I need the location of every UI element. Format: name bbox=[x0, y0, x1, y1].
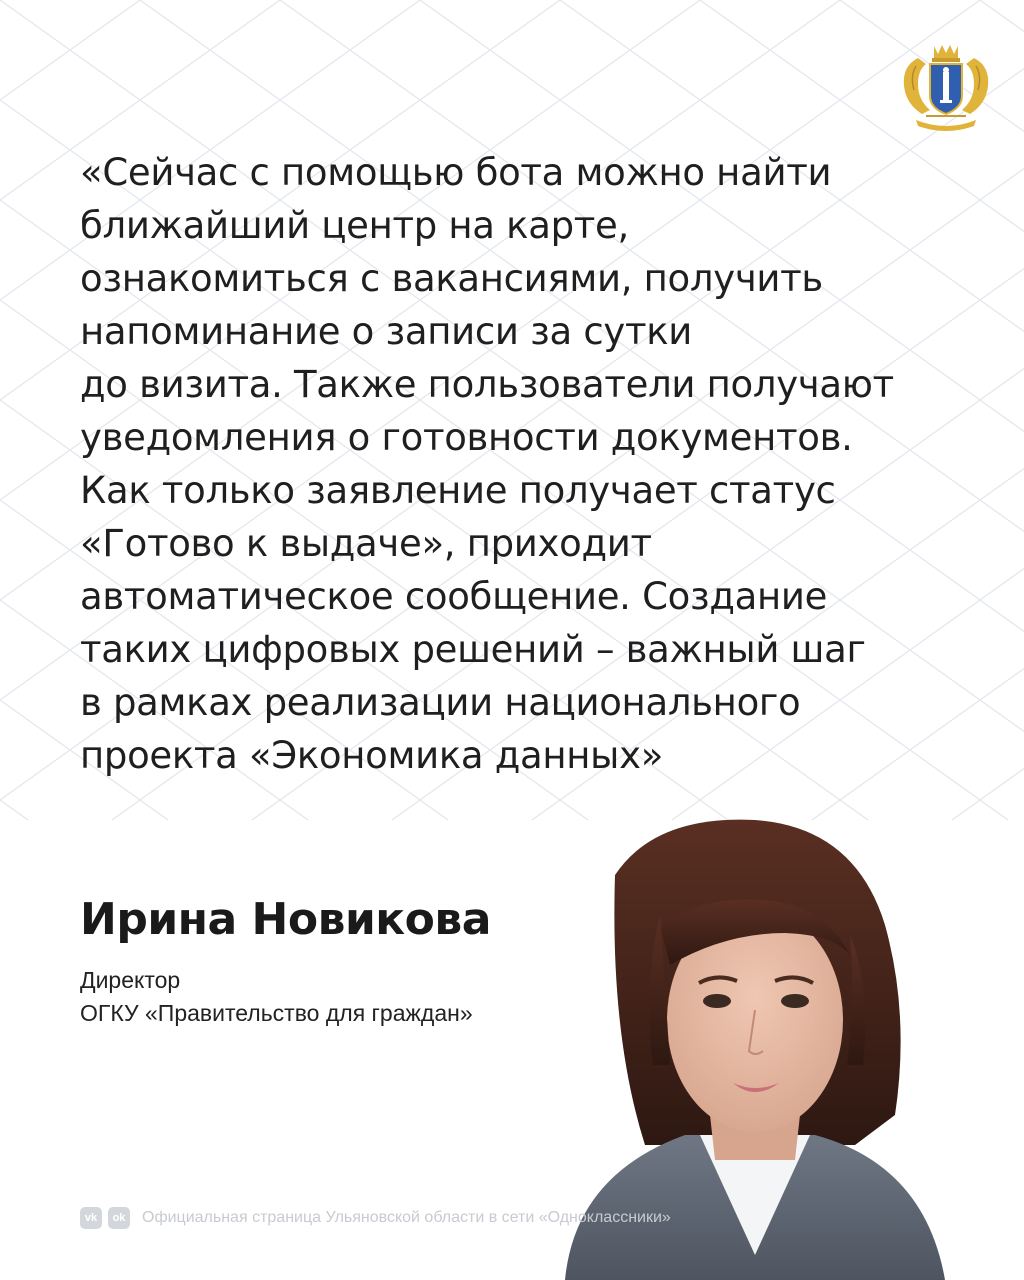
footer-social bbox=[80, 1207, 671, 1229]
quote-text: «Сейчас с помощью бота можно найти ближайший центр на карте, ознакомиться с вакансиями, получить напоминание о записи за сутки до визита. Также пользователи получают уведомления о готовности документов. Как только заявление получает статус «Готово к выдаче», приходит автоматическое сообщение. Создание таких цифровых решений – важный шаг в рамках реализации национального проекта «Экономика данных» bbox=[80, 151, 894, 777]
person-position-role: Директор bbox=[80, 967, 181, 993]
ulyanovsk-region-coat-of-arms-icon bbox=[896, 40, 996, 136]
odnoklassniki-icon[interactable]: ok bbox=[108, 1207, 130, 1229]
person-position bbox=[80, 964, 473, 1030]
person-name: Ирина Новикова bbox=[80, 894, 491, 945]
person-position-organization: ОГКУ «Правительство для граждан» bbox=[80, 1000, 473, 1026]
footer-text: Официальная страница Ульяновской области в сети «Одноклассники» bbox=[142, 1209, 671, 1226]
vk-icon[interactable]: vk bbox=[80, 1207, 102, 1229]
